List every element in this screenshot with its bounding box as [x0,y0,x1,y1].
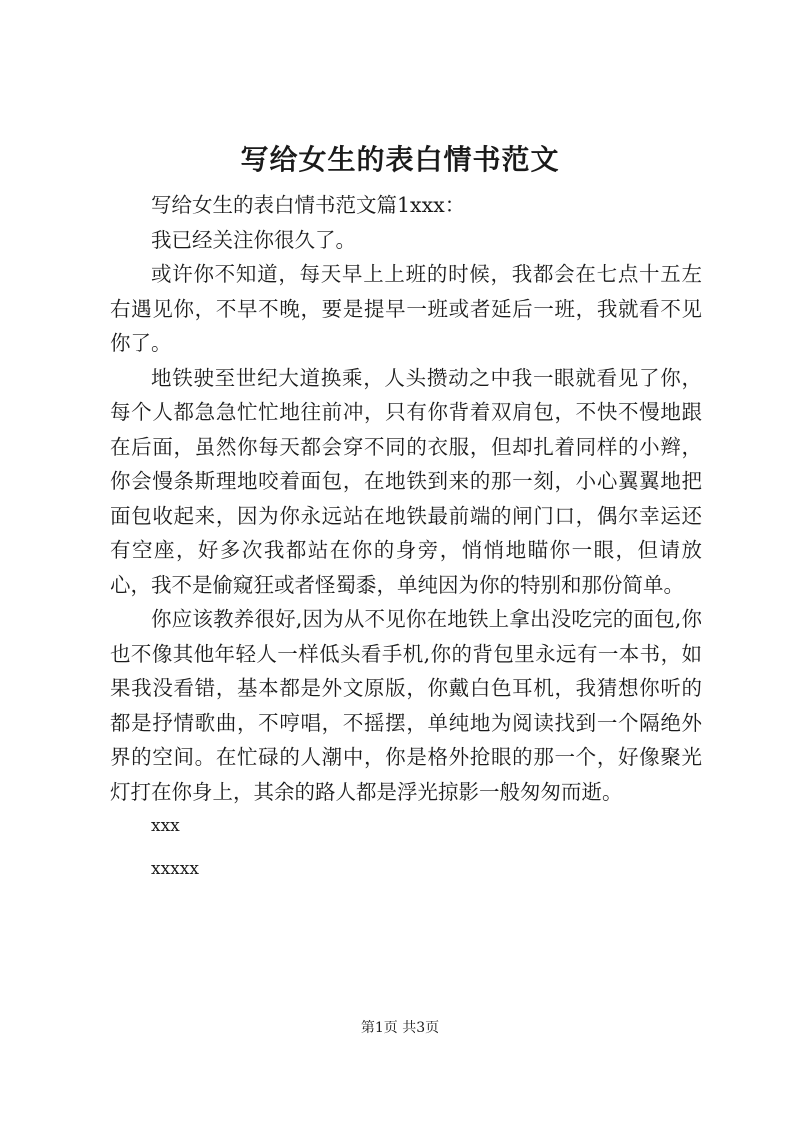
page-indicator: 第1页 共3页 [360,1020,440,1036]
signature-line: xxx [151,816,180,836]
document-body [110,188,702,886]
page-title: 写给女生的表白情书范文 [240,143,560,176]
page-footer [0,1018,800,1038]
paragraph: 或许你不知道，每天早上上班的时候，我都会在七点十五左右遇见你，不早不晚，要是提早一班或者延后一班，我就看不见你了。 [110,262,702,355]
signature-line: xxxxx [151,858,199,879]
paragraph: 你应该教养很好,因为从不见你在地铁上拿出没吃完的面包,你也不像其他年轻人一样低头看手机,你的背包里永远有一本书，如果我没看错，基本都是外文原版，你戴白色耳机，我猜想你听的都是抒情歌曲，不哼唱，不摇摆，单纯地为阅读找到一个隔绝外界的空间。在忙碌的人潮中，你是格外抢眼的那一个，好像聚光灯打在你身上，其余的路人都是浮光掠影一般匆匆而逝。 [110,607,702,804]
paragraph: 地铁驶至世纪大道换乘，人头攒动之中我一眼就看见了你，每个人都急急忙忙地往前冲，只有你背着双肩包，不快不慢地跟在后面，虽然你每天都会穿不同的衣服，但却扎着同样的小辫，你会慢条斯理地咬着面包，在地铁到来的那一刻，小心翼翼地把面包收起来，因为你永远站在地铁最前端的闸门口，偶尔幸运还有空座，好多次我都站在你的身旁，悄悄地瞄你一眼，但请放心，我不是偷窥狂或者怪蜀黍，单纯因为你的特别和那份简单。 [110,365,702,597]
paragraph: 我已经关注你很久了。 [151,227,356,252]
paragraph-heading: 写给女生的表白情书范文篇1xxx： [151,193,466,217]
